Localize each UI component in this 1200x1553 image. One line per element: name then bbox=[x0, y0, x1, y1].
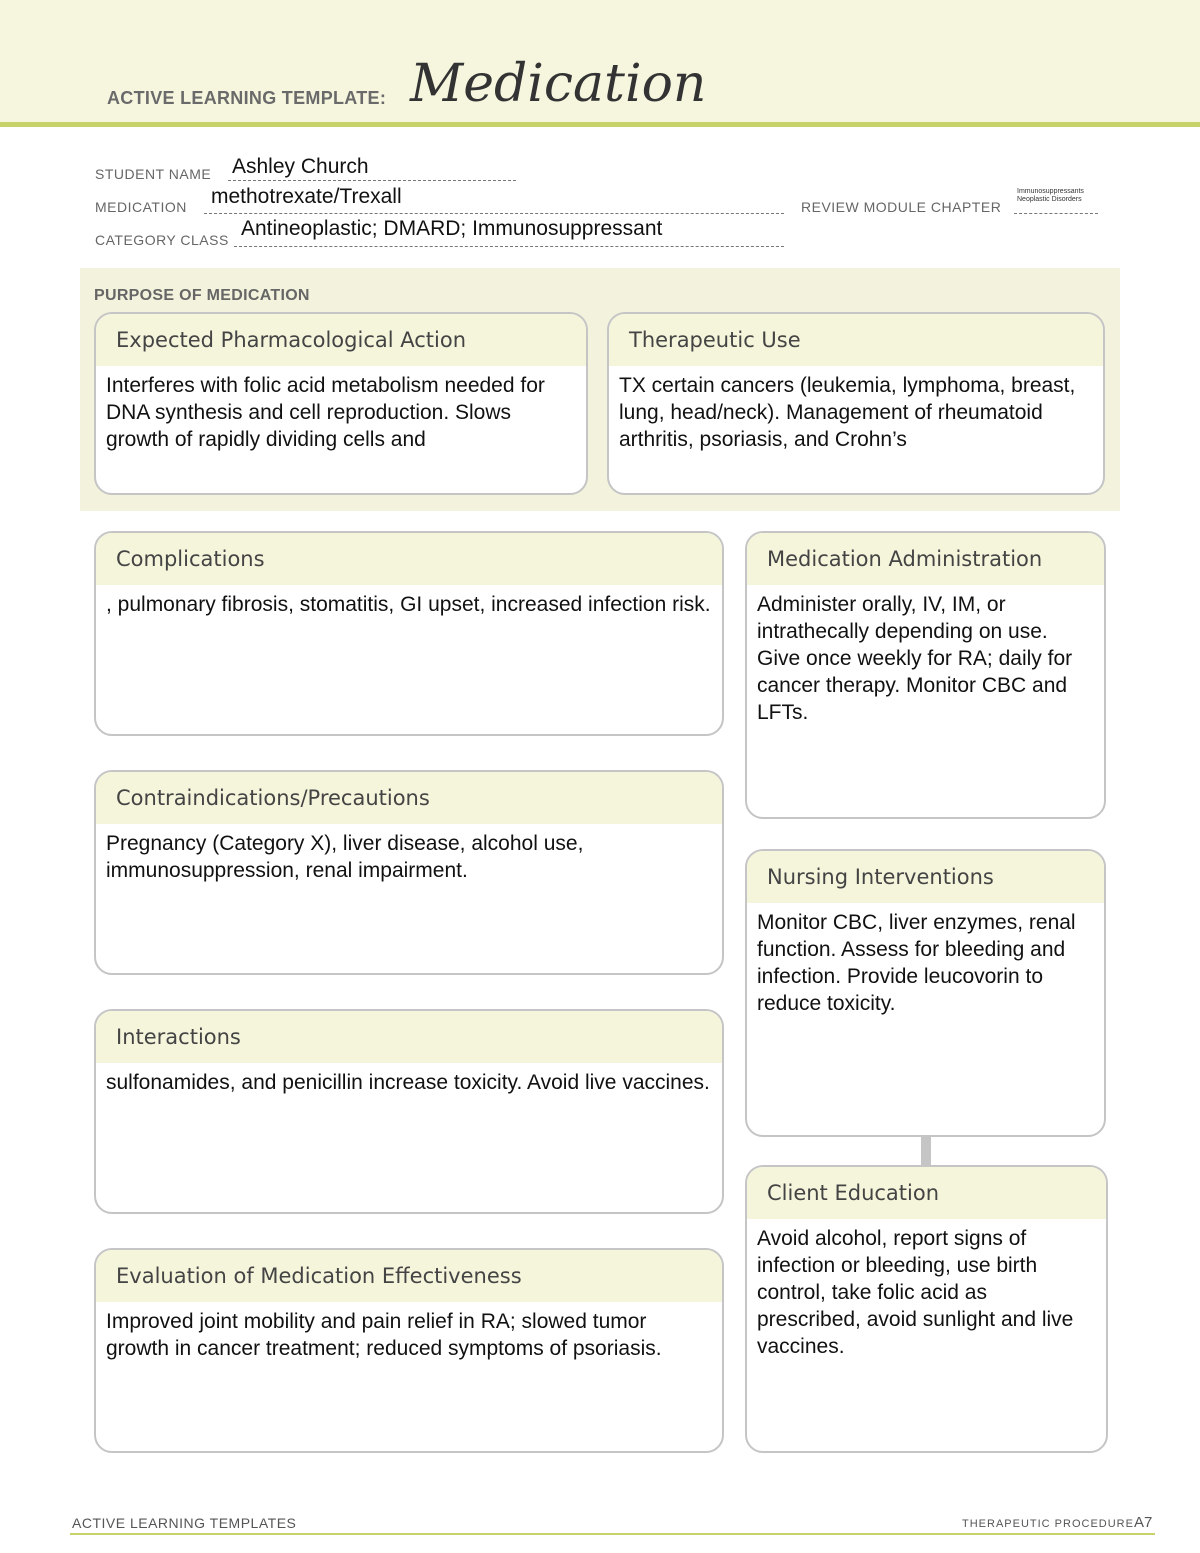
medication-line bbox=[204, 213, 784, 214]
student-name-line bbox=[228, 180, 516, 181]
category-class-field[interactable]: Antineoplastic; DMARD; Immunosuppressant bbox=[241, 217, 663, 240]
footer-page-number: A7 bbox=[1134, 1514, 1153, 1531]
complications-body[interactable]: , pulmonary fibrosis, stomatitis, GI upset, increased infection risk. bbox=[106, 593, 711, 616]
client-education-box bbox=[745, 1165, 1108, 1453]
medication-field[interactable]: methotrexate/Trexall bbox=[211, 185, 402, 208]
footer-rule bbox=[70, 1533, 1155, 1535]
expected-action-title: Expected Pharmacological Action bbox=[96, 314, 586, 366]
review-module-line bbox=[1014, 213, 1098, 214]
nursing-title: Nursing Interventions bbox=[747, 851, 1104, 903]
complications-box bbox=[94, 531, 724, 736]
interactions-title: Interactions bbox=[96, 1011, 722, 1063]
template-title: Medication bbox=[410, 54, 707, 114]
interactions-box bbox=[94, 1009, 724, 1214]
review-module-field[interactable]: Immunosuppressants Neoplastic Disorders bbox=[1017, 188, 1084, 203]
contraindications-body[interactable]: Pregnancy (Category X), liver disease, alcohol use, immunosuppression, renal impairment. bbox=[106, 832, 584, 882]
category-class-line bbox=[234, 246, 784, 247]
administration-body[interactable]: Administer orally, IV, IM, or intrathecally depending on use. Give once weekly for RA; daily for cancer therapy. Monitor CBC and LFTs. bbox=[757, 593, 1073, 724]
administration-box bbox=[745, 531, 1106, 819]
footer-left: ACTIVE LEARNING TEMPLATES bbox=[72, 1515, 297, 1531]
therapeutic-use-box bbox=[607, 312, 1105, 495]
category-class-label: CATEGORY CLASS bbox=[95, 232, 229, 248]
nursing-body[interactable]: Monitor CBC, liver enzymes, renal function. Assess for bleeding and infection. Provide leucovorin to reduce toxicity. bbox=[757, 911, 1076, 1015]
contraindications-box bbox=[94, 770, 724, 975]
medication-label: MEDICATION bbox=[95, 199, 187, 215]
therapeutic-use-title: Therapeutic Use bbox=[609, 314, 1103, 366]
contraindications-title: Contraindications/Precautions bbox=[96, 772, 722, 824]
nursing-box bbox=[745, 849, 1106, 1137]
administration-title: Medication Administration bbox=[747, 533, 1104, 585]
footer-right: THERAPEUTIC PROCEDURE bbox=[962, 1518, 1134, 1530]
review-module-label: REVIEW MODULE CHAPTER bbox=[801, 199, 1002, 215]
expected-action-body[interactable]: Interferes with folic acid metabolism needed for DNA synthesis and cell reproduction. Slows growth of rapidly dividing cells and bbox=[106, 374, 545, 451]
template-label: ACTIVE LEARNING TEMPLATE: bbox=[107, 88, 387, 108]
expected-action-box bbox=[94, 312, 588, 495]
client-education-body[interactable]: Avoid alcohol, report signs of infection or bleeding, use birth control, take folic acid as prescribed, avoid sunlight and live vaccines. bbox=[757, 1227, 1074, 1358]
header-rule bbox=[0, 122, 1200, 127]
complications-title: Complications bbox=[96, 533, 722, 585]
client-education-title: Client Education bbox=[747, 1167, 1106, 1219]
box-connector bbox=[921, 1135, 931, 1167]
therapeutic-use-body[interactable]: TX certain cancers (leukemia, lymphoma, breast, lung, head/neck). Management of rheumatoid arthritis, psoriasis, and Crohn’s bbox=[619, 374, 1076, 451]
purpose-label: PURPOSE OF MEDICATION bbox=[94, 287, 310, 304]
evaluation-title: Evaluation of Medication Effectiveness bbox=[96, 1250, 722, 1302]
evaluation-box bbox=[94, 1248, 724, 1453]
student-name-field[interactable]: Ashley Church bbox=[232, 155, 369, 178]
evaluation-body[interactable]: Improved joint mobility and pain relief in RA; slowed tumor growth in cancer treatment; reduced symptoms of psoriasis. bbox=[106, 1310, 662, 1360]
interactions-body[interactable]: sulfonamides, and penicillin increase toxicity. Avoid live vaccines. bbox=[106, 1071, 710, 1094]
student-name-label: STUDENT NAME bbox=[95, 166, 212, 182]
